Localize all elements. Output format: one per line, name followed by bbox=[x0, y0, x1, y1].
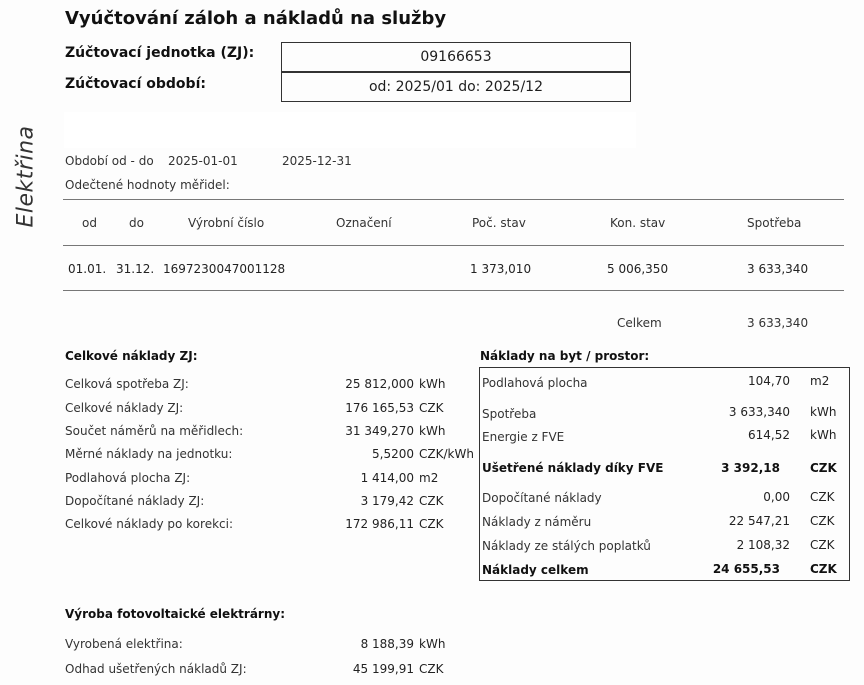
col-header-consumption: Spotřeba bbox=[747, 216, 802, 230]
costs-zj-row-value: 31 349,270 bbox=[345, 424, 414, 438]
costs-zj-row-unit: kWh bbox=[419, 424, 446, 438]
costs-zj-row-label: Celkové náklady po korekci: bbox=[65, 517, 233, 531]
costs-zj-row-value: 25 812,000 bbox=[345, 377, 414, 391]
costs-flat-row-unit: CZK bbox=[810, 562, 837, 576]
pv-title: Výroba fotovoltaické elektrárny: bbox=[65, 607, 286, 621]
row-start: 1 373,010 bbox=[470, 262, 532, 276]
row-od: 01.01. bbox=[68, 262, 107, 276]
table-bottom-rule bbox=[63, 290, 844, 291]
costs-flat-row-value: 614,52 bbox=[748, 428, 790, 442]
costs-flat-row-value: 104,70 bbox=[748, 374, 790, 388]
pv-row-label: Odhad ušetřených nákladů ZJ: bbox=[65, 662, 247, 676]
costs-flat-row-label: Náklady celkem bbox=[482, 563, 589, 577]
costs-flat-row-label: Náklady ze stálých poplatků bbox=[482, 539, 651, 553]
costs-zj-row-unit: kWh bbox=[419, 377, 446, 391]
costs-flat-row-value: 0,00 bbox=[763, 490, 790, 504]
pv-row-value: 45 199,91 bbox=[352, 662, 414, 676]
period-line-label: Období od - do bbox=[65, 154, 154, 168]
costs-zj-row-label: Podlahová plocha ZJ: bbox=[65, 471, 191, 485]
table-header-rule bbox=[63, 245, 844, 246]
costs-zj-row-unit: CZK/kWh bbox=[419, 447, 474, 461]
col-header-serial: Výrobní číslo bbox=[188, 216, 265, 230]
col-header-end: Kon. stav bbox=[610, 216, 666, 230]
costs-zj-row-value: 3 179,42 bbox=[360, 494, 414, 508]
costs-flat-row-value: 3 633,340 bbox=[728, 405, 790, 419]
col-header-start: Poč. stav bbox=[472, 216, 526, 230]
col-header-od: od bbox=[82, 216, 97, 230]
document-title: Vyúčtování záloh a nákladů na služby bbox=[65, 8, 447, 29]
row-consumption: 3 633,340 bbox=[747, 262, 809, 276]
costs-zj-row-label: Měrné náklady na jednotku: bbox=[65, 447, 233, 461]
col-header-label: Označení bbox=[336, 216, 392, 230]
costs-zj-row-value: 176 165,53 bbox=[345, 401, 414, 415]
costs-flat-row-unit: CZK bbox=[810, 461, 837, 475]
costs-flat-row-value: 24 655,53 bbox=[712, 562, 780, 576]
billing-period-label: Zúčtovací období: bbox=[65, 76, 206, 92]
costs-flat-row-unit: m2 bbox=[810, 374, 830, 388]
row-do: 31.12. bbox=[116, 262, 155, 276]
readings-total-value: 3 633,340 bbox=[747, 316, 809, 330]
costs-flat-row-value: 3 392,18 bbox=[721, 461, 780, 475]
costs-zj-row-unit: CZK bbox=[419, 494, 444, 508]
col-header-do: do bbox=[129, 216, 144, 230]
billing-unit-label: Zúčtovací jednotka (ZJ): bbox=[65, 45, 255, 61]
pv-row-unit: CZK bbox=[419, 662, 444, 676]
costs-flat-row-unit: CZK bbox=[810, 514, 835, 528]
costs-zj-row-label: Součet náměrů na měřidlech: bbox=[65, 424, 244, 438]
costs-flat-row-unit: CZK bbox=[810, 490, 835, 504]
period-line-to: 2025-12-31 bbox=[282, 154, 352, 168]
redacted-area bbox=[64, 112, 636, 148]
side-label bbox=[4, 120, 48, 230]
costs-flat-title: Náklady na byt / prostor: bbox=[480, 349, 650, 363]
pv-row-unit: kWh bbox=[419, 637, 446, 651]
side-label-text: Elektřina bbox=[13, 125, 39, 228]
costs-zj-row-label: Celková spotřeba ZJ: bbox=[65, 377, 189, 391]
pv-row-value: 8 188,39 bbox=[360, 637, 414, 651]
billing-unit-value: 09166653 bbox=[281, 42, 631, 72]
readings-total-label: Celkem bbox=[617, 316, 662, 330]
costs-flat-row-unit: CZK bbox=[810, 538, 835, 552]
costs-flat-row-unit: kWh bbox=[810, 428, 837, 442]
costs-flat-row-label: Podlahová plocha bbox=[482, 376, 588, 390]
costs-flat-row-value: 22 547,21 bbox=[728, 514, 790, 528]
readings-label: Odečtené hodnoty měřidel: bbox=[65, 178, 230, 192]
costs-zj-row-unit: m2 bbox=[419, 471, 439, 485]
costs-zj-row-value: 172 986,11 bbox=[345, 517, 414, 531]
period-line-from: 2025-01-01 bbox=[168, 154, 238, 168]
costs-flat-row-unit: kWh bbox=[810, 405, 837, 419]
costs-flat-row-value: 2 108,32 bbox=[736, 538, 790, 552]
row-serial: 1697230047001128 bbox=[163, 262, 286, 276]
costs-zj-title: Celkové náklady ZJ: bbox=[65, 349, 198, 363]
costs-zj-row-label: Dopočítané náklady ZJ: bbox=[65, 494, 205, 508]
costs-zj-row-unit: CZK bbox=[419, 401, 444, 415]
costs-flat-row-label: Ušetřené náklady díky FVE bbox=[482, 461, 664, 475]
costs-zj-row-label: Celkové náklady ZJ: bbox=[65, 401, 184, 415]
billing-period-value: od: 2025/01 do: 2025/12 bbox=[281, 72, 631, 102]
costs-zj-row-value: 1 414,00 bbox=[360, 471, 414, 485]
costs-flat-row-label: Náklady z náměru bbox=[482, 515, 592, 529]
costs-zj-row-value: 5,5200 bbox=[372, 447, 414, 461]
row-end: 5 006,350 bbox=[607, 262, 669, 276]
table-top-rule bbox=[63, 199, 844, 200]
costs-flat-row-label: Spotřeba bbox=[482, 407, 537, 421]
costs-zj-row-unit: CZK bbox=[419, 517, 444, 531]
pv-row-label: Vyrobená elektřina: bbox=[65, 637, 183, 651]
costs-flat-row-label: Dopočítané náklady bbox=[482, 491, 602, 505]
costs-flat-row-label: Energie z FVE bbox=[482, 430, 565, 444]
